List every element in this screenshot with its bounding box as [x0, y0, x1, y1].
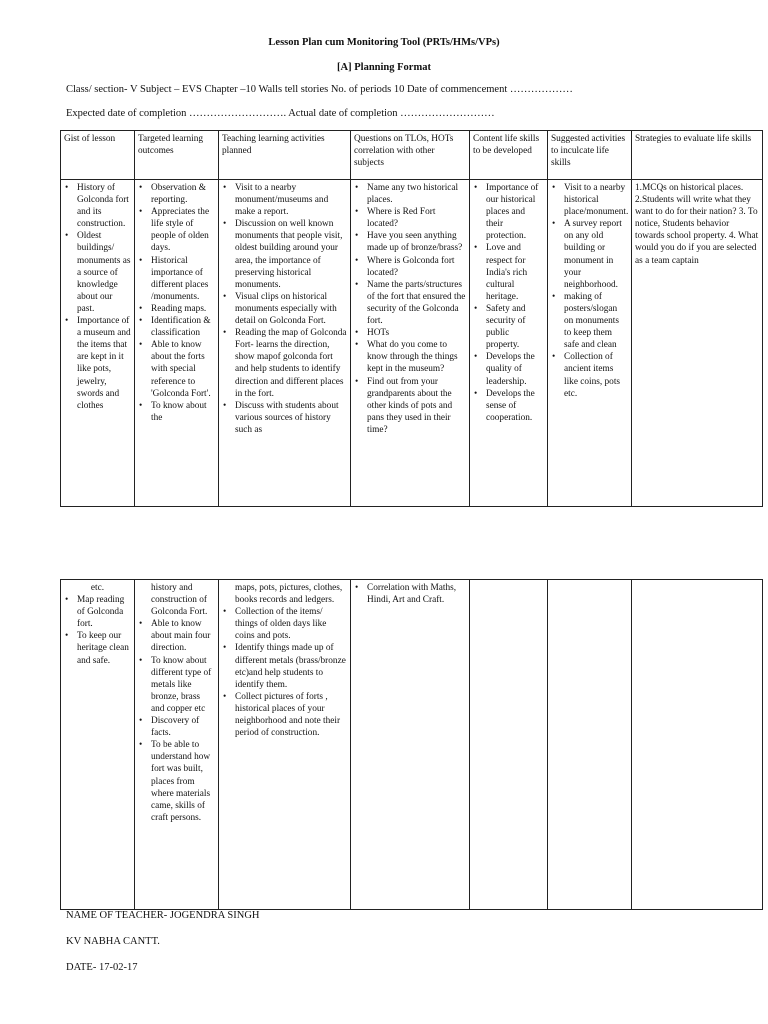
header-gist: Gist of lesson — [61, 131, 135, 180]
questions-cell — [351, 580, 470, 910]
list-item: • To keep our heritage clean and safe. — [77, 630, 131, 666]
header-strategies: Strategies to evaluate life skills — [632, 131, 763, 180]
class-info-line: Class/ section- V Subject – EVS Chapter –10 Walls tell stories No. of periods 10 Date of commencement ……………… — [66, 84, 573, 95]
format-subtitle: [A] Planning Format — [337, 62, 431, 73]
list-item: • Visual clips on historical monuments especially with detail on Golconda Fort. — [235, 291, 347, 327]
list-item: • A survey report on any old building or monument in your neighborhood. — [564, 218, 628, 291]
strategies-cell — [632, 580, 763, 910]
list-item: • Reading the map of Golconda Fort- learns the direction, show mapof golconda fort and help students to identify direction and different places in the fort. — [235, 327, 347, 400]
header-life-skills: Content life skills to be developed — [470, 131, 548, 180]
list-item: • Safety and security of public property. — [486, 303, 544, 351]
list-item: • Where is Golconda fort located? — [367, 255, 466, 279]
header-suggested-activities: Suggested activities to inculcate life skills — [548, 131, 632, 180]
list-item: • To be able to understand how fort was built, places from where materials came, skills of craft persons. — [151, 739, 215, 824]
list-item: • Have you seen anything made up of bronze/brass? — [367, 230, 466, 254]
list-item: • To know about different type of metals like bronze, brass and copper etc — [151, 655, 215, 715]
table-row — [61, 180, 763, 507]
questions-cell — [351, 180, 470, 507]
list-item: • Reading maps. — [151, 303, 215, 315]
list-item: • Map reading of Golconda fort. — [77, 594, 131, 630]
list-item: • What do you come to know through the things kept in the museum? — [367, 339, 466, 375]
list-item: • Identify things made up of different metals (brass/bronze etc)and help students to identify them. — [235, 642, 347, 690]
suggested-activities-cell — [548, 180, 632, 507]
completion-info-line: Expected date of completion ………………………. Actual date of completion ……………………… — [66, 108, 495, 119]
list-item: • Correlation with Maths, Hindi, Art and Craft. — [367, 582, 466, 606]
activities-cell — [219, 580, 351, 910]
list-item: • Historical importance of different places /monuments. — [151, 255, 215, 303]
gist-cell — [61, 580, 135, 910]
outcomes-cell — [135, 180, 219, 507]
list-item: • Collection of the items/ things of olden days like coins and pots. — [235, 606, 347, 642]
outcomes-lead-text: history and construction of Golconda Fort. — [151, 583, 208, 618]
list-item: • Oldest buildings/ monuments as a source of knowledge about our past. — [77, 230, 131, 315]
table-header-row — [61, 131, 763, 180]
header-outcomes: Targeted learning outcomes — [135, 131, 219, 180]
suggested-activities-cell — [548, 580, 632, 910]
teacher-name: NAME OF TEACHER- JOGENDRA SINGH — [66, 910, 260, 921]
list-item: • Able to know about the forts with special reference to 'Golconda Fort'. — [151, 339, 215, 399]
header-activities: Teaching learning activities planned — [219, 131, 351, 180]
list-item: • History of Golconda fort and its construction. — [77, 182, 131, 230]
list-item: • Develops the sense of cooperation. — [486, 388, 544, 424]
header-questions: Questions on TLOs, HOTs correlation with other subjects — [351, 131, 470, 180]
list-item: • Appreciates the life style of people of olden days. — [151, 206, 215, 254]
lesson-plan-table — [60, 130, 763, 507]
strategies-cell: 1.MCQs on historical places. 2.Students will write what they want to do for their nation? 3. To notice, Students behavior towards school property. 4. What would you do if you are selected as a team captain — [632, 180, 763, 507]
list-item: • Discuss with students about various sources of history such as — [235, 400, 347, 436]
activities-cell — [219, 180, 351, 507]
list-item: • Importance of our historical places and their protection. — [486, 182, 544, 242]
list-item: • Observation & reporting. — [151, 182, 215, 206]
list-item: • Collect pictures of forts , historical places of your neighborhood and note their period of construction. — [235, 691, 347, 739]
list-item: • Importance of a museum and the items that are kept in it like pots, jewelry, swords and clothes — [77, 315, 131, 412]
list-item: • making of posters/slogan on monuments to keep them safe and clean — [564, 291, 628, 351]
list-item: • HOTs — [367, 327, 466, 339]
list-item: • Collection of ancient items like coins, pots etc. — [564, 351, 628, 399]
document-date: DATE- 17-02-17 — [66, 962, 138, 973]
life-skills-cell — [470, 580, 548, 910]
activities-lead-text: maps, pots, pictures, clothes, books records and ledgers. — [235, 583, 343, 606]
gist-lead-text: etc. — [90, 583, 105, 593]
list-item: • Discussion on well known monuments that people visit, oldest building around your area, the importance of preserving historical monuments. — [235, 218, 347, 291]
list-item: • Discovery of facts. — [151, 715, 215, 739]
gist-cell — [61, 180, 135, 507]
list-item: • Where is Red Fort located? — [367, 206, 466, 230]
list-item: • Name any two historical places. — [367, 182, 466, 206]
list-item: • Identification & classification — [151, 315, 215, 339]
list-item: • Visit to a nearby historical place/monument. — [564, 182, 628, 218]
outcomes-cell — [135, 580, 219, 910]
list-item: • Name the parts/structures of the fort that ensured the security of the Golconda fort. — [367, 279, 466, 327]
lesson-plan-table-continued — [60, 579, 763, 910]
table-row — [61, 580, 763, 910]
list-item: • Able to know about main four direction. — [151, 618, 215, 654]
list-item: • Love and respect for India's rich cultural heritage. — [486, 242, 544, 302]
document-title: Lesson Plan cum Monitoring Tool (PRTs/HMs/VPs) — [268, 37, 500, 48]
list-item: • Develops the quality of leadership. — [486, 351, 544, 387]
list-item: • Visit to a nearby monument/museums and make a report. — [235, 182, 347, 218]
list-item: • Find out from your grandparents about the other kinds of pots and pans they used in their time? — [367, 376, 466, 436]
life-skills-cell — [470, 180, 548, 507]
list-item: • To know about the — [151, 400, 215, 424]
school-name: KV NABHA CANTT. — [66, 936, 160, 947]
